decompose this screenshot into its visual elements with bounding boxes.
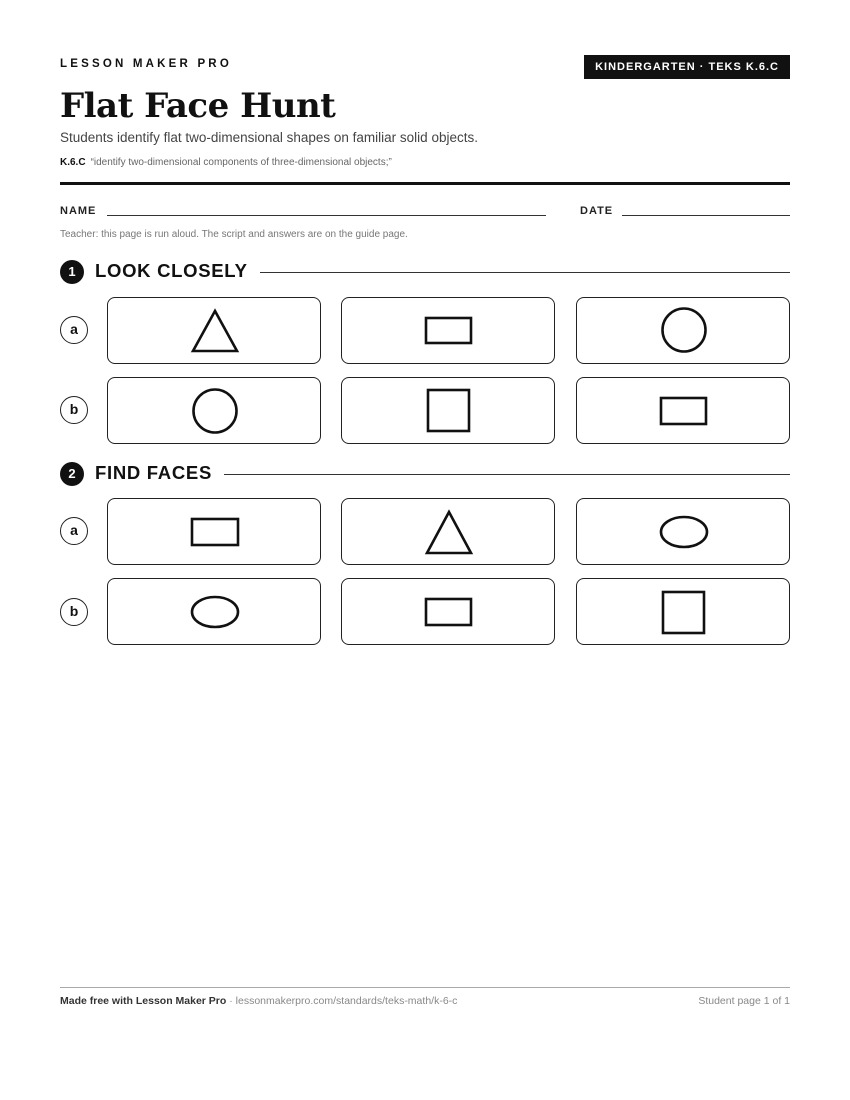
shape-card[interactable] <box>576 578 790 645</box>
triangle-icon <box>108 298 320 363</box>
page-title: Flat Face Hunt <box>60 86 336 126</box>
footer-credit <box>60 995 457 1007</box>
shape-card[interactable] <box>576 377 790 444</box>
row-label-a: a <box>60 316 88 344</box>
shape-card[interactable] <box>576 498 790 565</box>
triangle-icon <box>342 499 554 564</box>
shape-card[interactable] <box>341 297 555 364</box>
shape-card[interactable] <box>107 498 321 565</box>
footer-divider <box>60 987 790 988</box>
shape-card[interactable] <box>107 377 321 444</box>
section-number: 1 <box>60 260 84 284</box>
shape-card[interactable] <box>107 578 321 645</box>
shape-card[interactable] <box>341 578 555 645</box>
footer-url[interactable]: lessonmakerpro.com/standards/teks-math/k-6-c <box>235 995 458 1007</box>
row-label-a: a <box>60 517 88 545</box>
footer-separator: · <box>226 995 236 1007</box>
name-field[interactable] <box>107 215 546 216</box>
rectangle-icon <box>577 378 789 443</box>
date-label: DATE <box>580 205 614 217</box>
rectangle-icon <box>108 499 320 564</box>
standard-line <box>60 157 392 168</box>
row-label-b: b <box>60 396 88 424</box>
page-subtitle: Students identify flat two-dimensional shapes on familiar solid objects. <box>60 130 478 145</box>
grade-standard-badge: KINDERGARTEN · TEKS K.6.C <box>584 55 790 79</box>
oval-icon <box>577 499 789 564</box>
section-find-faces <box>60 460 790 486</box>
section-title: LOOK CLOSELY <box>95 258 260 284</box>
rectangle-icon <box>342 579 554 644</box>
brand-name: LESSON MAKER PRO <box>60 58 232 70</box>
header-divider <box>60 182 790 185</box>
square-icon <box>577 579 789 644</box>
shape-card[interactable] <box>576 297 790 364</box>
circle-icon <box>108 378 320 443</box>
name-label: NAME <box>60 205 97 217</box>
circle-icon <box>577 298 789 363</box>
square-icon <box>342 378 554 443</box>
rectangle-icon <box>342 298 554 363</box>
shape-card[interactable] <box>341 498 555 565</box>
section-look-closely <box>60 258 790 284</box>
standard-code: K.6.C <box>60 157 86 168</box>
oval-icon <box>108 579 320 644</box>
section-number: 2 <box>60 462 84 486</box>
shape-card[interactable] <box>341 377 555 444</box>
teacher-note: Teacher: this page is run aloud. The script and answers are on the guide page. <box>60 229 408 240</box>
date-field[interactable] <box>622 215 790 216</box>
shape-card[interactable] <box>107 297 321 364</box>
standard-text: “identify two-dimensional components of three-dimensional objects;” <box>90 157 392 168</box>
section-title: FIND FACES <box>95 460 224 486</box>
footer-made-with: Made free with Lesson Maker Pro <box>60 995 227 1007</box>
row-label-b: b <box>60 598 88 626</box>
footer-page-info: Student page 1 of 1 <box>698 995 790 1007</box>
